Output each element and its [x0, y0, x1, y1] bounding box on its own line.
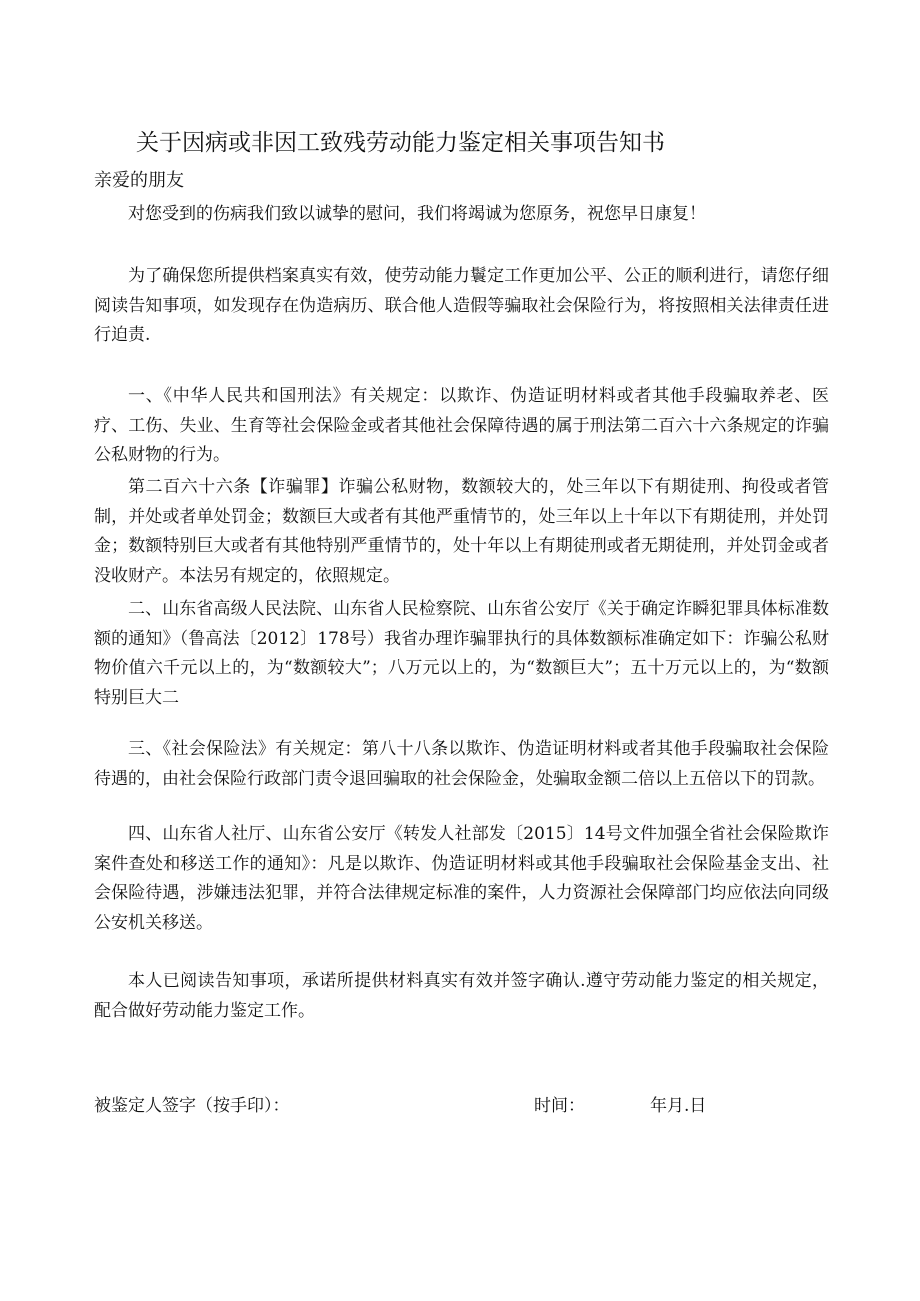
paragraph-criminal-law: 一、《中华人民共和国刑法》有关规定：以欺诈、伪造证明材料或者其他手段骗取养老、医疗、工伤、失业、生育等社会保险金或者其他社会保障待遇的属于刑法第二百六十六条规定的诈骗公私财物的行为。 — [94, 386, 829, 465]
greeting: 亲爱的朋友 — [94, 170, 184, 191]
paragraph-social-insurance-law: 三、《社会保险法》有关规定：第八十八条以欺诈、伪造证明材料或者其他手段骗取社会保险待遇的，由社会保险行政部门责令退回骗取的社会保险金，处骗取金额二倍以上五倍以下的罚款。 — [94, 739, 829, 789]
paragraph-purpose: 为了确保您所提供档案真实有效，使劳动能力鬟定工作更加公平、公正的顺利进行，请您仔细阅读告知事项，如发现存在伪造病历、联合他人造假等骗取社会保险行为，将按照相关法律责任进行迫责. — [94, 266, 829, 345]
paragraph-shandong-notice: 四、山东省人社厅、山东省公安厅《转发人社部发〔2015〕14号文件加强全省社会保险欺诈案件查处和移送工作的通知》：凡是以欺诈、伪造证明材料或其他手段骗取社会保险基金支出、社会保险待遇，涉嫌违法犯罪，并符合法律规定标准的案件，人力资源社会保障部门均应依法向同级公安机关移送。 — [94, 824, 829, 933]
date-label: 年月.日 — [650, 1096, 707, 1116]
paragraph-article-266: 第二百六十六条【诈骗罪】诈骗公私财物，数额较大的，处三年以下有期徒刑、拘役或者管制，并处或者单处罚金；数额巨大或者有其他严重情节的，处三年以上十年以下有期徒刑，并处罚金；数额特别巨大或者有其他特别严重情节的，处十年以上有期徒刑或者无期徒刑，并处罚金或者没收财产。本法另有规定的，依照规定。 — [94, 477, 829, 586]
paragraph-shandong-standard: 二、山东省高级人民法院、山东省人民检察院、山东省公安厅《关于确定诈瞬犯罪具体标准数额的通知》（鲁高法〔2012〕178号）我省办理诈骗罪执行的具体数额标准确定如下：诈骗公私财物价值六千元以上的，为“数额较大”；八万元以上的，为“数额巨大”；五十万元以上的，为“数额特别巨大二 — [94, 599, 829, 708]
paragraph-condolence: 对您受到的伤病我们致以诚挚的慰问，我们将竭诚为您原务，祝您早日康复！ — [128, 204, 706, 224]
document-title: 关于因病或非因工致残劳动能力鉴定相关事项告知书 — [136, 130, 665, 156]
paragraph-commitment: 本人已阅读告知事项，承诺所提供材料真实有效并签字确认.遵守劳动能力鉴定的相关规定，配合做好劳动能力鉴定工作。 — [94, 971, 829, 1021]
signature-row — [94, 1090, 829, 1122]
time-label: 时间： — [534, 1096, 585, 1116]
signature-label: 被鉴定人签字（按手印）： — [94, 1096, 290, 1116]
